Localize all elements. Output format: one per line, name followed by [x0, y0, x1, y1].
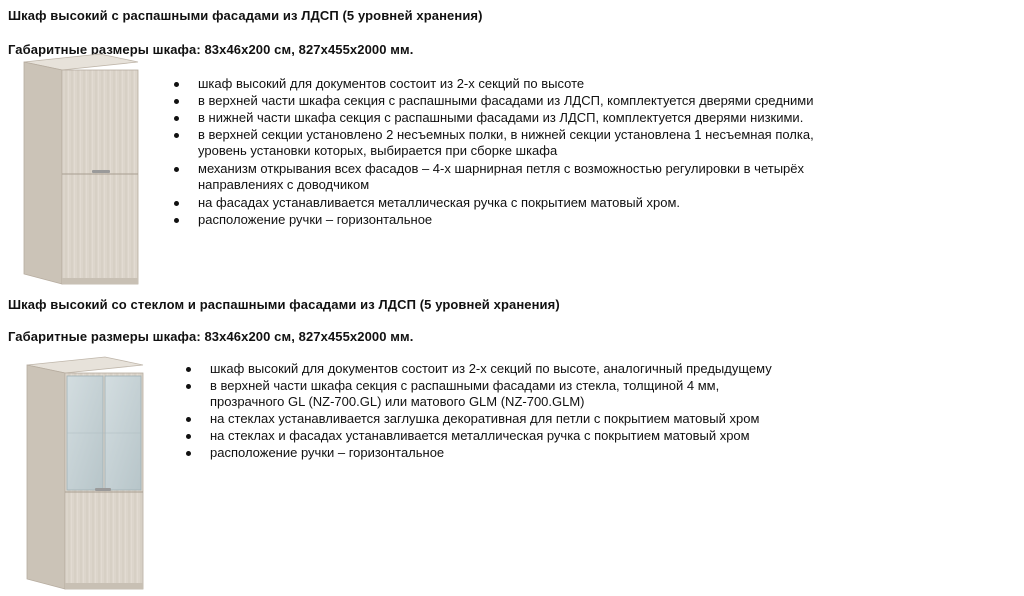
- bullet-icon: [186, 451, 191, 456]
- bullet-text: шкаф высокий для документов состоит из 2-х секций по высоте: [198, 76, 585, 91]
- list-item: [184, 411, 1004, 427]
- bullet-icon: [174, 167, 179, 172]
- wardrobe-glass-image: [25, 355, 147, 591]
- bullet-icon: [174, 82, 179, 87]
- list-item: [184, 378, 1004, 410]
- bullet-text: в верхней секции установлено 2 несъемных полки, в нижней секции установлена 1 несъемная полка, уровень установки которых, выбирается при сборке шкафа: [198, 127, 814, 158]
- bullet-icon: [186, 434, 191, 439]
- list-item: [172, 212, 992, 228]
- list-item: [172, 127, 992, 159]
- list-item: [172, 76, 992, 92]
- section1-title: Шкаф высокий с распашными фасадами из ЛДСП (5 уровней хранения): [8, 8, 483, 23]
- list-item: [172, 195, 992, 211]
- bullet-text: шкаф высокий для документов состоит из 2-х секций по высоте, аналогичный предыдущему: [210, 361, 772, 376]
- bullet-text: в нижней части шкафа секция с распашными фасадами из ЛДСП, комплектуется дверями низкими.: [198, 110, 804, 125]
- bullet-text: на фасадах устанавливается металлическая ручка с покрытием матовый хром.: [198, 195, 681, 210]
- list-item: [172, 110, 992, 126]
- bullet-icon: [186, 367, 191, 372]
- bullet-icon: [186, 417, 191, 422]
- wardrobe-ldsp-image: [22, 52, 142, 288]
- bullet-text: расположение ручки – горизонтальное: [210, 445, 445, 460]
- list-item: [184, 361, 1004, 377]
- bullet-icon: [174, 133, 179, 138]
- bullet-text: на стеклах и фасадах устанавливается металлическая ручка с покрытием матовый хром: [210, 428, 750, 443]
- bullet-text: в верхней части шкафа секция с распашными фасадами из стекла, толщиной 4 мм, прозрачного GL (NZ-700.GL) или матового GLM (NZ-700.GLM): [210, 378, 720, 409]
- list-item: [184, 428, 1004, 444]
- list-item: [172, 93, 992, 109]
- bullet-text: на стеклах устанавливается заглушка декоративная для петли с покрытием матовый хром: [210, 411, 760, 426]
- section1-bullet-list: [172, 76, 992, 229]
- bullet-icon: [174, 99, 179, 104]
- bullet-text: в верхней части шкафа секция с распашными фасадами из ЛДСП, комплектуется дверями средними: [198, 93, 814, 108]
- bullet-icon: [174, 201, 179, 206]
- section2-title: Шкаф высокий со стеклом и распашными фасадами из ЛДСП (5 уровней хранения): [8, 297, 560, 312]
- section1-dimensions: Габаритные размеры шкафа: 83х46х200 см, 827х455х2000 мм.: [8, 42, 414, 57]
- list-item: [184, 445, 1004, 461]
- section2-dimensions: Габаритные размеры шкафа: 83х46х200 см, 827х455х2000 мм.: [8, 329, 414, 344]
- bullet-text: расположение ручки – горизонтальное: [198, 212, 433, 227]
- section2-bullet-list: [184, 361, 1004, 462]
- bullet-icon: [174, 218, 179, 223]
- bullet-text: механизм открывания всех фасадов – 4-х шарнирная петля с возможностью регулировки в четырёх направлениях с доводчиком: [198, 161, 805, 192]
- list-item: [172, 161, 992, 193]
- bullet-icon: [186, 384, 191, 389]
- bullet-icon: [174, 116, 179, 121]
